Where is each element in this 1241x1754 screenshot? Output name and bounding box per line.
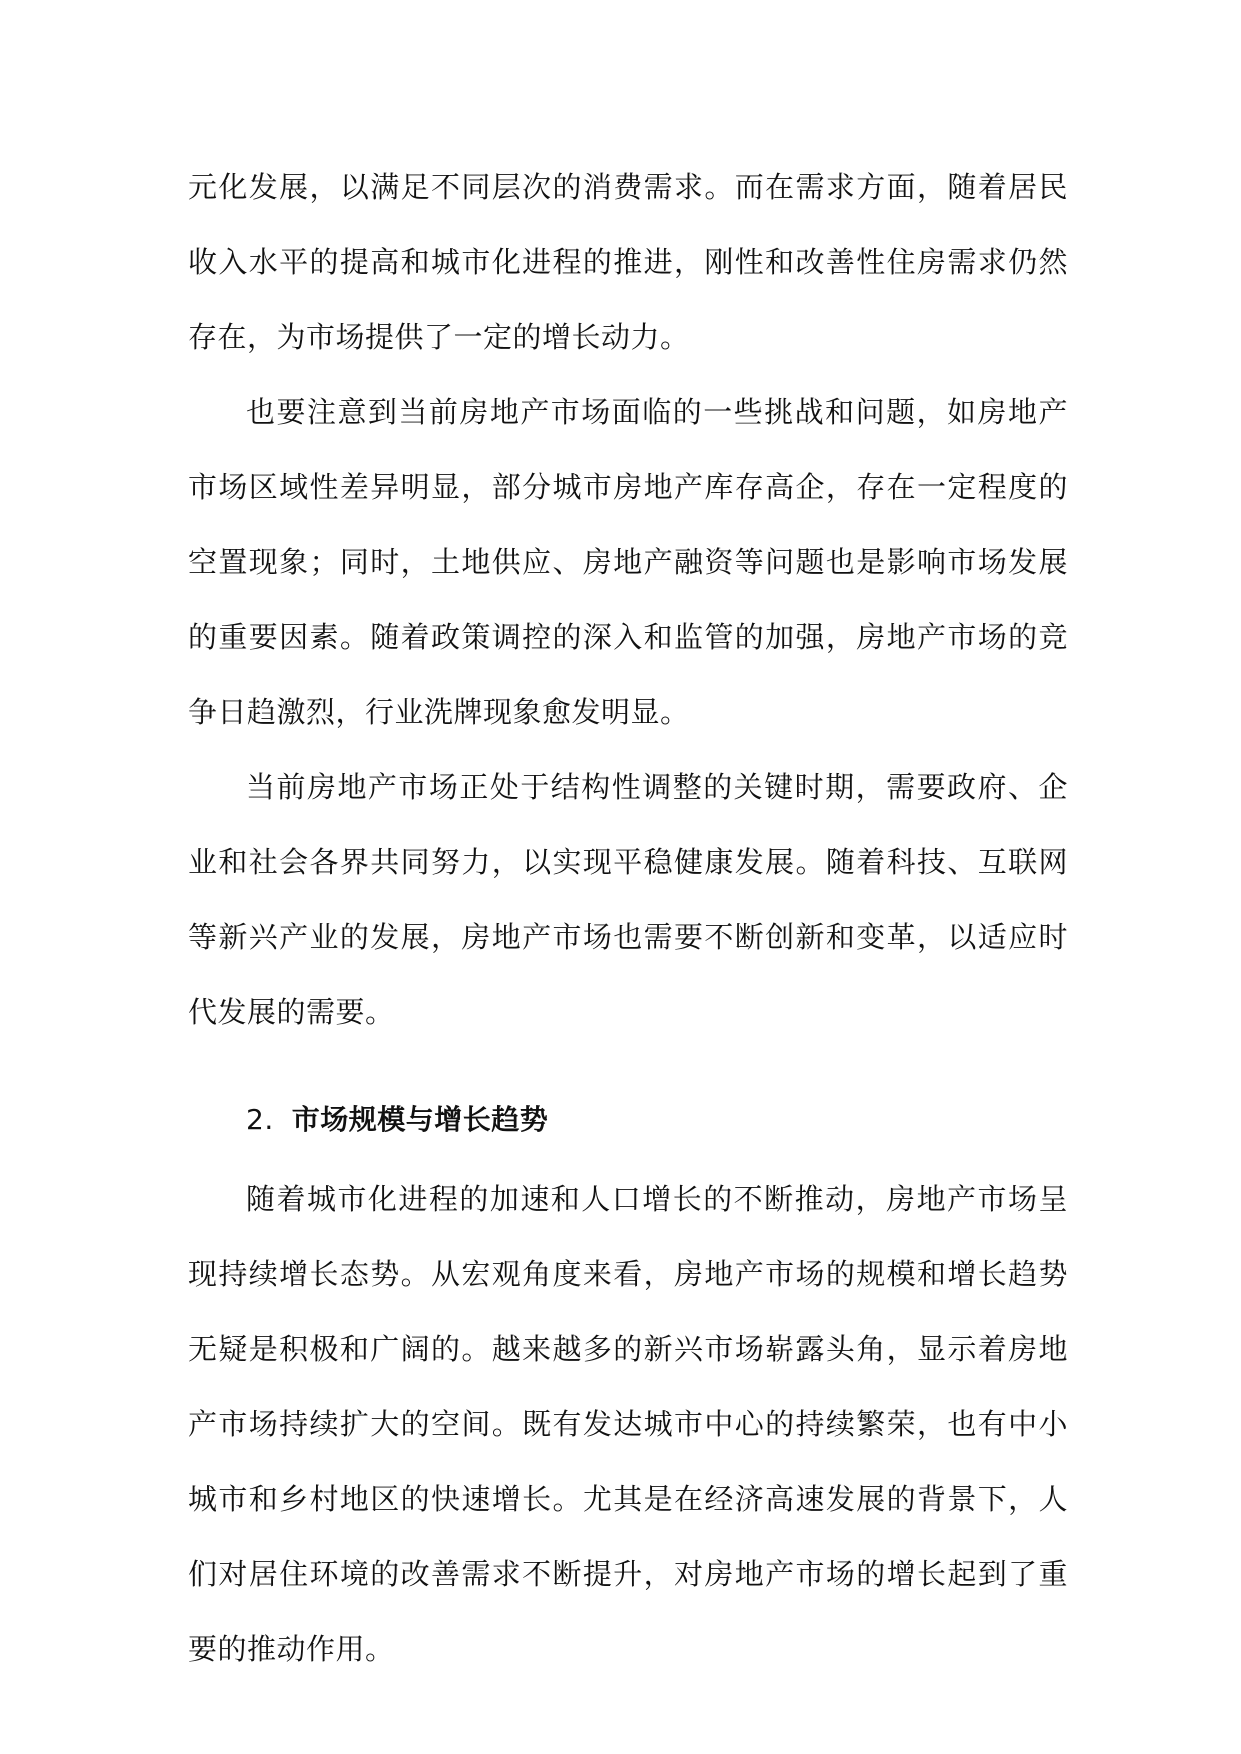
section-number: 2. [246, 1103, 274, 1136]
section-heading [188, 1078, 1068, 1162]
paragraph-challenges: 也要注意到当前房地产市场面临的一些挑战和问题，如房地产市场区域性差异明显，部分城市房地产库存高企，存在一定程度的空置现象；同时，土地供应、房地产融资等问题也是影响市场发展的重要因素。随着政策调控的深入和监管的加强，房地产市场的竞争日趋激烈，行业洗牌现象愈发明显。 [188, 395, 1068, 729]
paragraph-market-growth: 随着城市化进程的加速和人口增长的不断推动，房地产市场呈现持续增长态势。从宏观角度来看，房地产市场的规模和增长趋势无疑是积极和广阔的。越来越多的新兴市场崭露头角，显示着房地产市场持续扩大的空间。既有发达城市中心的持续繁荣，也有中小城市和乡村地区的快速增长。尤其是在经济高速发展的背景下，人们对居住环境的改善需求不断提升，对房地产市场的增长起到了重要的推动作用。 [188, 1182, 1068, 1666]
document-body [188, 150, 1068, 1687]
paragraph-continued: 元化发展，以满足不同层次的消费需求。而在需求方面，随着居民收入水平的提高和城市化进程的推进，刚性和改善性住房需求仍然存在，为市场提供了一定的增长动力。 [188, 170, 1068, 354]
paragraph-structural-adjustment: 当前房地产市场正处于结构性调整的关键时期，需要政府、企业和社会各界共同努力，以实现平稳健康发展。随着科技、互联网等新兴产业的发展，房地产市场也需要不断创新和变革，以适应时代发展的需要。 [188, 770, 1068, 1029]
section-title: 市场规模与增长趋势 [291, 1103, 549, 1136]
